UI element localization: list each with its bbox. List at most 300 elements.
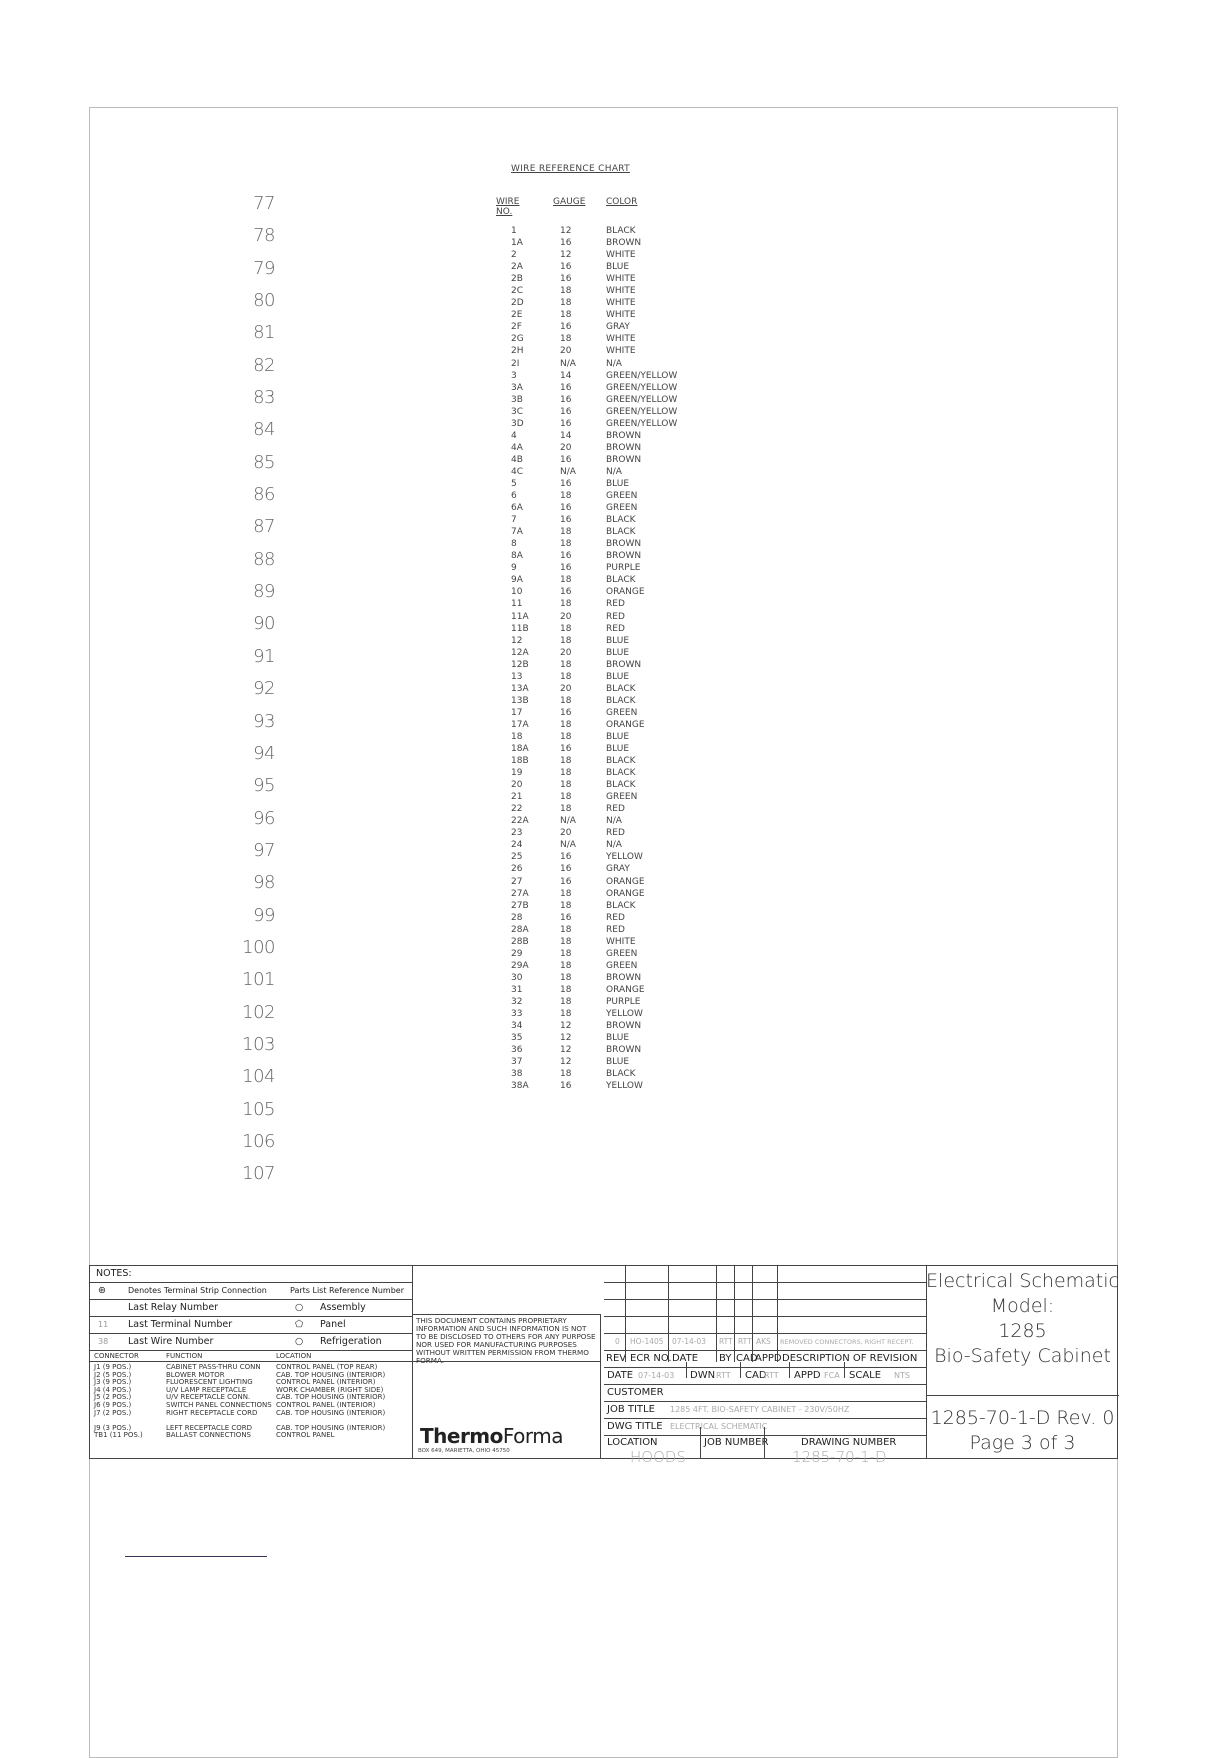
wire-number: 3A	[511, 382, 523, 393]
wire-color: BLUE	[606, 731, 630, 742]
wire-number: 29A	[511, 960, 529, 971]
wire-number: 2C	[511, 286, 524, 297]
wire-color: GREEN/YELLOW	[606, 382, 678, 393]
wire-gauge: 18	[560, 997, 572, 1007]
drawing-title	[926, 1266, 1119, 1459]
wire-color: BLUE	[606, 1033, 630, 1044]
wire-number: 9A	[511, 575, 523, 586]
wire-number: 6A	[511, 503, 523, 514]
wire-number: 28	[511, 912, 523, 923]
wire-number: 4A	[511, 442, 523, 453]
wire-color: BROWN	[606, 551, 642, 562]
wire-number: 2F	[511, 322, 522, 333]
wire-gauge: 20	[560, 828, 572, 839]
wire-number: 2H	[511, 346, 524, 357]
wire-gauge: 18	[560, 792, 572, 803]
wire-gauge: 18	[560, 719, 572, 730]
connector-id: J1 (9 POS.)	[94, 1363, 132, 1371]
connector-id: TB1 (11 POS.)	[94, 1431, 143, 1440]
wire-number: 18B	[511, 756, 529, 767]
wire-gauge: 14	[560, 370, 572, 381]
wire-color: BLACK	[606, 575, 636, 586]
wire-number: 29	[511, 948, 523, 959]
wire-gauge: 18	[560, 972, 572, 983]
connector-header: CONNECTOR FUNCTION LOCATION	[90, 1351, 412, 1362]
wire-gauge: 18	[560, 780, 572, 791]
wire-color: BROWN	[606, 238, 642, 249]
connector-location: CAB. TOP HOUSING (INTERIOR)	[276, 1408, 386, 1417]
wire-color: WHITE	[606, 346, 636, 357]
wire-color: YELLOW	[606, 852, 643, 863]
proprietary-panel	[412, 1314, 601, 1459]
wire-color: GREEN	[606, 960, 638, 971]
wire-gauge: 16	[560, 551, 572, 562]
wire-color: ORANGE	[606, 587, 645, 598]
wire-number: 21	[511, 792, 523, 803]
title-line-2: Model:	[990, 1295, 1055, 1317]
wire-color: N/A	[606, 358, 622, 369]
wire-gauge: 18	[560, 900, 572, 911]
legend-row	[90, 1283, 412, 1300]
wire-color: YELLOW	[606, 1081, 643, 1092]
wire-color: GREEN/YELLOW	[606, 418, 678, 429]
wire-gauge: 18	[560, 695, 572, 706]
wire-gauge: 16	[560, 563, 572, 574]
wire-gauge: 16	[560, 744, 572, 755]
wire-color: ORANGE	[606, 888, 645, 899]
line-number: 106	[242, 1130, 275, 1152]
connector-id: J9 (3 POS.)	[94, 1423, 132, 1432]
wire-color: BLACK	[606, 768, 636, 779]
wire-number: 1	[511, 226, 517, 236]
wire-color: WHITE	[606, 298, 636, 309]
proprietary-notice: THIS DOCUMENT CONTAINS PROPRIETARY INFORMATION AND SUCH INFORMATION IS NOT TO BE DISCLOSED TO OTHERS FOR ANY PURPOSE NOR USED FOR MANUFACTURING PURPOSES WITHOUT WRITTEN PERMISSION FROM THERMO FORMA.	[412, 1314, 600, 1362]
wire-gauge: 18	[560, 575, 572, 586]
wire-gauge: 20	[560, 683, 572, 694]
wire-number: 2D	[511, 298, 524, 309]
revision-header: REV ECR NO. DATE BY CAD APPD DESCRIPTION OF REVISION	[604, 1351, 926, 1368]
connector-location: WORK CHAMBER (RIGHT SIDE)	[276, 1385, 384, 1394]
connector-function: FLUORESCENT LIGHTING	[166, 1378, 253, 1387]
line-number: 83	[253, 387, 275, 409]
wire-number: 35	[511, 1033, 523, 1044]
wire-number: 11A	[511, 611, 529, 622]
wire-number: 28A	[511, 924, 529, 935]
wire-color: GREEN/YELLOW	[606, 370, 678, 381]
line-number: 88	[253, 548, 275, 570]
header-gauge: GAUGE	[553, 197, 586, 207]
wire-gauge: 18	[560, 960, 572, 971]
connector-function: U/V LAMP RECEPTACLE	[166, 1385, 247, 1394]
wire-gauge: 16	[560, 274, 572, 285]
title-line-4: Bio-Safety Cabinet	[934, 1345, 1111, 1367]
wire-color: WHITE	[606, 310, 636, 321]
wire-gauge: 20	[560, 647, 572, 658]
wire-number: 20	[511, 780, 523, 791]
connector-location: CONTROL PANEL (INTERIOR)	[276, 1378, 376, 1387]
notes-panel	[90, 1266, 413, 1459]
legend-row	[90, 1317, 412, 1334]
line-number: 92	[253, 678, 275, 700]
connector-row	[90, 1432, 412, 1440]
wire-color: ORANGE	[606, 719, 645, 730]
wire-color: BROWN	[606, 442, 642, 453]
wire-gauge: 20	[560, 346, 572, 357]
wire-number: 23	[511, 828, 523, 839]
line-number-column	[225, 188, 275, 1191]
line-number: 79	[253, 257, 275, 279]
wire-gauge: N/A	[560, 840, 576, 851]
drawing-revision: 1285-70-1-D Rev. 0	[930, 1407, 1115, 1429]
wire-color: GREEN/YELLOW	[606, 406, 678, 417]
wire-gauge: 18	[560, 731, 572, 742]
wire-number: 3B	[511, 394, 523, 405]
title-block	[89, 1265, 1119, 1466]
wire-number: 18	[511, 731, 523, 742]
wire-color: BROWN	[606, 430, 642, 441]
wire-gauge: 16	[560, 876, 572, 887]
wire-number: 9	[511, 563, 517, 574]
wire-color: GREEN	[606, 491, 638, 502]
wire-number: 22A	[511, 816, 529, 827]
connector-id: J7 (2 POS.)	[94, 1408, 132, 1417]
wire-number: 8A	[511, 551, 523, 562]
notes-header: NOTES:	[90, 1266, 412, 1283]
wire-color: WHITE	[606, 334, 636, 345]
wire-gauge: 18	[560, 539, 572, 550]
wire-gauge: N/A	[560, 358, 576, 369]
wire-gauge: 18	[560, 310, 572, 321]
wire-number: 11	[511, 599, 523, 610]
line-number: 89	[253, 581, 275, 603]
legend-text: Last Relay Number	[128, 1302, 219, 1313]
wire-number: 7	[511, 515, 517, 526]
wire-gauge: 18	[560, 888, 572, 899]
legend-text: Last Wire Number	[128, 1336, 214, 1347]
connector-id: J3 (9 POS.)	[94, 1378, 132, 1387]
wire-color: N/A	[606, 466, 622, 477]
connector-function: BLOWER MOTOR	[166, 1370, 225, 1379]
wire-color: BLUE	[606, 647, 630, 658]
wire-number: 28B	[511, 936, 529, 947]
wire-gauge: 16	[560, 1081, 572, 1092]
connector-location: CONTROL PANEL (TOP REAR)	[276, 1363, 378, 1371]
wire-number: 3D	[511, 418, 524, 429]
wire-color: WHITE	[606, 250, 636, 261]
legend-ref-symbol: ○	[295, 1336, 304, 1347]
connector-id: J6 (9 POS.)	[94, 1400, 132, 1409]
wire-chart-title: WIRE REFERENCE CHART	[511, 164, 630, 174]
wire-number: 22	[511, 804, 523, 815]
line-number: 103	[242, 1033, 275, 1055]
customer-row: CUSTOMER	[604, 1385, 926, 1402]
connector-function: CABINET PASS-THRU CONN	[166, 1363, 261, 1371]
line-number: 100	[242, 936, 275, 958]
wire-gauge: N/A	[560, 466, 576, 477]
wire-gauge: 16	[560, 478, 572, 489]
wire-number: 7A	[511, 527, 523, 538]
legend-symbol: 11	[98, 1320, 109, 1329]
wire-gauge: 12	[560, 250, 572, 261]
wire-color: BLUE	[606, 635, 630, 646]
wire-gauge: 16	[560, 262, 572, 273]
wire-number: 19	[511, 768, 523, 779]
wire-gauge: 16	[560, 418, 572, 429]
wire-color: BROWN	[606, 1021, 642, 1032]
wire-color: PURPLE	[606, 997, 641, 1007]
wire-gauge: 18	[560, 804, 572, 815]
wire-color: BLACK	[606, 1069, 636, 1080]
wire-number: 2E	[511, 310, 523, 321]
wire-number: 34	[511, 1021, 523, 1032]
connector-function: SWITCH PANEL CONNECTIONS	[166, 1400, 272, 1409]
wire-color: GREEN	[606, 707, 638, 718]
wire-color: BROWN	[606, 972, 642, 983]
wire-number: 31	[511, 984, 523, 995]
wire-gauge: 16	[560, 406, 572, 417]
header-wire-no: WIRE NO.	[496, 197, 520, 217]
wire-number: 3C	[511, 406, 524, 417]
wire-gauge: 16	[560, 454, 572, 465]
wire-gauge: 14	[560, 430, 572, 441]
wire-color: WHITE	[606, 936, 636, 947]
wire-number: 12A	[511, 647, 529, 658]
wire-color: GREEN	[606, 948, 638, 959]
wire-number: 32	[511, 997, 523, 1007]
line-number: 96	[253, 807, 275, 829]
wire-color: ORANGE	[606, 984, 645, 995]
wire-color: BLACK	[606, 695, 636, 706]
wire-color: BROWN	[606, 454, 642, 465]
wire-gauge: 16	[560, 587, 572, 598]
wire-color: GREEN	[606, 503, 638, 514]
connector-location: CONTROL PANEL	[276, 1431, 335, 1440]
wire-color: RED	[606, 912, 625, 923]
location-row: LOCATION HOODS JOB NUMBER DRAWING NUMBER 1285-70-1-D	[607, 1437, 897, 1466]
legend-ref-symbol: ⬠	[295, 1319, 304, 1330]
line-number: 97	[253, 839, 275, 861]
connector-location: CAB. TOP HOUSING (INTERIOR)	[276, 1423, 386, 1432]
wire-color: BLACK	[606, 226, 636, 236]
line-number: 104	[242, 1066, 275, 1088]
line-number: 86	[253, 484, 275, 506]
connector-function: BALLAST CONNECTIONS	[166, 1431, 251, 1440]
connector-function: LEFT RECEPTACLE CORD	[166, 1423, 253, 1432]
line-number: 81	[253, 322, 275, 344]
revision-block	[604, 1266, 927, 1466]
wire-number: 3	[511, 370, 517, 381]
line-number: 85	[253, 451, 275, 473]
legend-ref-text: Refrigeration	[320, 1336, 382, 1347]
wire-color: BROWN	[606, 659, 642, 670]
connector-table	[90, 1351, 412, 1440]
wire-number: 4	[511, 430, 517, 441]
line-number: 101	[242, 969, 275, 991]
wire-color: GREEN/YELLOW	[606, 394, 678, 405]
wire-color: GRAY	[606, 322, 630, 333]
wire-gauge: 16	[560, 238, 572, 249]
wire-color: RED	[606, 599, 625, 610]
wire-number: 2	[511, 250, 517, 261]
legend-symbol: 38	[98, 1337, 109, 1346]
wire-color: N/A	[606, 816, 622, 827]
line-number: 98	[253, 872, 275, 894]
wire-color: BROWN	[606, 1045, 642, 1056]
wire-gauge: 18	[560, 527, 572, 538]
wire-number: 4B	[511, 454, 523, 465]
legend-row	[90, 1334, 412, 1351]
wire-color: BLUE	[606, 671, 630, 682]
legend-ref-text: Parts List Reference Number	[290, 1286, 404, 1295]
legend-symbol: ⊛	[98, 1285, 106, 1296]
wire-color: PURPLE	[606, 563, 641, 574]
line-number: 80	[253, 290, 275, 312]
title-line-1: Electrical Schematic	[926, 1270, 1119, 1292]
title-line-3: 1285	[998, 1320, 1047, 1342]
wire-color: BLACK	[606, 780, 636, 791]
wire-gauge: 18	[560, 298, 572, 309]
wire-number: 17A	[511, 719, 529, 730]
wire-number: 17	[511, 707, 523, 718]
wire-gauge: 18	[560, 936, 572, 947]
wire-number: 4C	[511, 466, 524, 477]
wire-gauge: 16	[560, 852, 572, 863]
wire-gauge: 16	[560, 864, 572, 875]
wire-number: 13A	[511, 683, 529, 694]
wire-gauge: 18	[560, 599, 572, 610]
connector-location: CAB. TOP HOUSING (INTERIOR)	[276, 1370, 386, 1379]
revision-entry: 0 HO-1405 07-14-03 RTT RTT AKS REMOVED CONNECTORS, RIGHT RECEPT.	[604, 1334, 926, 1351]
wire-gauge: 16	[560, 322, 572, 333]
wire-gauge: 18	[560, 768, 572, 779]
wire-number: 11B	[511, 623, 529, 634]
page-number: Page 3 of 3	[969, 1432, 1076, 1454]
wire-gauge: 16	[560, 515, 572, 526]
wire-gauge: 18	[560, 623, 572, 634]
line-number: 93	[253, 710, 275, 732]
wire-number: 8	[511, 539, 517, 550]
wire-gauge: N/A	[560, 816, 576, 827]
line-number: 95	[253, 775, 275, 797]
wire-color: GREEN	[606, 792, 638, 803]
wire-number: 36	[511, 1045, 523, 1056]
wire-number: 12	[511, 635, 523, 646]
footer-rule	[125, 1556, 267, 1557]
wire-gauge: 20	[560, 611, 572, 622]
wire-gauge: 12	[560, 1045, 572, 1056]
wire-number: 25	[511, 852, 523, 863]
wire-number: 12B	[511, 659, 529, 670]
wire-gauge: 18	[560, 924, 572, 935]
line-number: 105	[242, 1098, 275, 1120]
legend-text: Denotes Terminal Strip Connection	[128, 1286, 267, 1295]
line-number: 84	[253, 419, 275, 441]
wire-color: RED	[606, 828, 625, 839]
company-address: BOX 649, MARIETTA, OHIO 45750	[418, 1448, 510, 1454]
wire-gauge: 18	[560, 491, 572, 502]
wire-gauge: 18	[560, 671, 572, 682]
connector-id: J5 (2 POS.)	[94, 1393, 132, 1402]
wire-number: 13	[511, 671, 523, 682]
wire-number: 26	[511, 864, 523, 875]
legend-ref-text: Panel	[320, 1319, 346, 1330]
wire-color: N/A	[606, 840, 622, 851]
wire-number: 30	[511, 972, 523, 983]
wire-color: BLACK	[606, 515, 636, 526]
line-number: 91	[253, 645, 275, 667]
wire-color: BLACK	[606, 756, 636, 767]
wire-gauge: 12	[560, 1033, 572, 1044]
wire-gauge: 12	[560, 226, 572, 236]
header-color: COLOR	[606, 197, 638, 207]
wire-color: RED	[606, 924, 625, 935]
wire-number: 2G	[511, 334, 524, 345]
legend-ref-text: Assembly	[320, 1302, 366, 1313]
wire-color: BLUE	[606, 744, 630, 755]
wire-number: 37	[511, 1057, 523, 1068]
connector-function: U/V RECEPTACLE CONN.	[166, 1393, 251, 1402]
legend-ref-symbol: ○	[295, 1302, 304, 1313]
wire-gauge: 16	[560, 503, 572, 514]
wire-gauge: 16	[560, 707, 572, 718]
line-number: 99	[253, 904, 275, 926]
connector-id: J4 (4 POS.)	[94, 1385, 132, 1394]
wire-number: 10	[511, 587, 523, 598]
line-number: 77	[253, 193, 275, 214]
wire-color: RED	[606, 611, 625, 622]
wire-number: 38A	[511, 1081, 529, 1092]
wire-gauge: 18	[560, 334, 572, 345]
line-number: 78	[253, 225, 275, 247]
job-title-row: JOB TITLE 1285 4FT. BIO-SAFETY CABINET - 230V/50HZ	[604, 1402, 926, 1419]
wire-number: 24	[511, 840, 523, 851]
connector-location: CAB. TOP HOUSING (INTERIOR)	[276, 1393, 386, 1402]
wire-number: 2I	[511, 358, 520, 369]
wire-number: 2A	[511, 262, 523, 273]
wire-gauge: 18	[560, 286, 572, 297]
wire-gauge: 18	[560, 1009, 572, 1020]
connector-row	[90, 1410, 412, 1418]
wire-gauge: 18	[560, 635, 572, 646]
legend-row	[90, 1300, 412, 1317]
wire-color: WHITE	[606, 274, 636, 285]
line-number: 107	[242, 1163, 275, 1185]
thermo-forma-logo: ThermoForma	[420, 1424, 564, 1448]
line-number: 87	[253, 516, 275, 538]
wire-number: 13B	[511, 695, 529, 706]
wire-number: 2B	[511, 274, 523, 285]
wire-color: RED	[606, 804, 625, 815]
wire-color: RED	[606, 623, 625, 634]
approval-row: DATE 07-14-03 DWN RTT CAD RTT APPD FCA SCALE NTS	[604, 1368, 926, 1385]
wire-color: YELLOW	[606, 1009, 643, 1020]
line-number: 82	[253, 354, 275, 376]
wire-gauge: 18	[560, 756, 572, 767]
wire-color: BLACK	[606, 683, 636, 694]
line-number: 90	[253, 613, 275, 635]
wire-number: 27A	[511, 888, 529, 899]
wire-color: BLACK	[606, 900, 636, 911]
line-number: 94	[253, 742, 275, 764]
wire-number: 27B	[511, 900, 529, 911]
wire-color: BLUE	[606, 478, 630, 489]
wire-color: BLUE	[606, 262, 630, 273]
connector-id: J2 (5 POS.)	[94, 1370, 132, 1379]
wire-gauge: 18	[560, 948, 572, 959]
wire-color: BROWN	[606, 539, 642, 550]
wire-gauge: 20	[560, 442, 572, 453]
wire-color: WHITE	[606, 286, 636, 297]
